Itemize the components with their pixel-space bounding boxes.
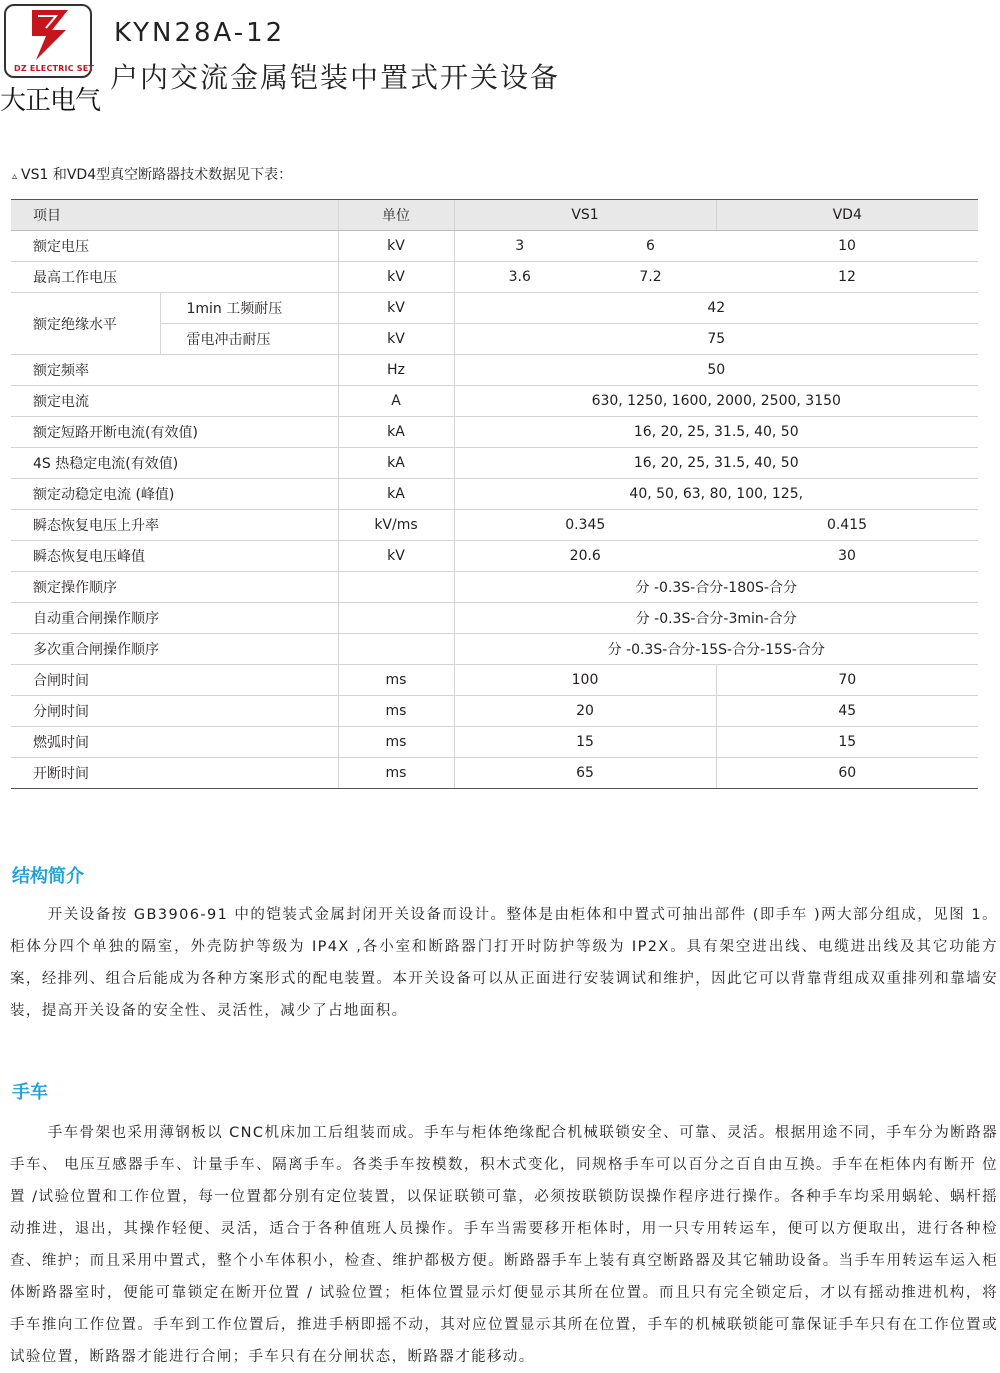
row-unit: kV/ms bbox=[338, 510, 454, 541]
section-title-truck: 手车 bbox=[12, 1082, 48, 1103]
row-subitem: 1min 工频耐压 bbox=[160, 293, 338, 324]
section-body-truck bbox=[10, 1117, 998, 1373]
table-row bbox=[11, 541, 978, 572]
row-value-vs1: 15 bbox=[454, 727, 716, 758]
paragraph: 开关设备按 GB3906-91 中的铠装式金属封闭开关设备而设计。整体是由柜体和中置式可抽出部件 (即手车 )两大部分组成，见图 1。柜体分四个单独的隔室，外壳防护等级为 IP4X ,各小室和断路器门打开时防护等级为 IP2X。具有架空进出线、电缆进出线及其它功能方案，经排列、组合后能成为各种方案形式的配电装置。本开关设备可以从正面进行安装调试和维护，因此它可以背靠背组成双重排列和靠墙安装，提高开关设备的安全性、灵活性，减少了占地面积。 bbox=[10, 907, 998, 1019]
table-row bbox=[11, 293, 978, 324]
row-value: 分 -0.3S-合分-3min-合分 bbox=[454, 603, 978, 634]
row-value: 42 bbox=[454, 293, 978, 324]
product-model: KYN28A-12 bbox=[114, 18, 286, 48]
row-value: 50 bbox=[454, 355, 978, 386]
table-row bbox=[11, 448, 978, 479]
table-row bbox=[11, 665, 978, 696]
row-unit bbox=[338, 603, 454, 634]
row-unit: kV bbox=[338, 262, 454, 293]
row-unit: kA bbox=[338, 417, 454, 448]
row-unit: ms bbox=[338, 696, 454, 727]
row-unit: kV bbox=[338, 324, 454, 355]
row-item: 多次重合闸操作顺序 bbox=[11, 634, 338, 665]
table-intro-text: VS1 和VD4型真空断路器技术数据见下表： bbox=[21, 167, 293, 183]
section-body-structure bbox=[10, 899, 998, 1027]
row-unit bbox=[338, 634, 454, 665]
table-row bbox=[11, 355, 978, 386]
row-item: 分闸时间 bbox=[11, 696, 338, 727]
row-item: 额定动稳定电流 (峰值) bbox=[11, 479, 338, 510]
row-value: 16, 20, 25, 31.5, 40, 50 bbox=[454, 417, 978, 448]
row-unit bbox=[338, 572, 454, 603]
row-value-vd4: 30 bbox=[716, 541, 978, 572]
row-value-vs1: 100 bbox=[454, 665, 716, 696]
row-unit: kV bbox=[338, 293, 454, 324]
row-value-vd4: 70 bbox=[716, 665, 978, 696]
row-item: 瞬态恢复电压上升率 bbox=[11, 510, 338, 541]
section-title-structure: 结构简介 bbox=[12, 866, 84, 887]
table-row bbox=[11, 758, 978, 789]
row-value-vs1: 20.6 bbox=[454, 541, 716, 572]
row-value-10: 10 bbox=[716, 231, 978, 262]
header-vd4: VD4 bbox=[716, 200, 978, 231]
table-row bbox=[11, 262, 978, 293]
row-unit: kA bbox=[338, 448, 454, 479]
header-item: 项目 bbox=[11, 200, 338, 231]
row-value-vd4: 0.415 bbox=[716, 510, 978, 541]
row-value: 分 -0.3S-合分-180S-合分 bbox=[454, 572, 978, 603]
page-title: 户内交流金属铠装中置式开关设备 bbox=[110, 61, 561, 94]
row-value-vd4: 15 bbox=[716, 727, 978, 758]
row-value-3: 3 bbox=[454, 231, 585, 262]
table-intro bbox=[12, 164, 292, 184]
row-unit: kV bbox=[338, 231, 454, 262]
row-value: 40, 50, 63, 80, 100, 125, bbox=[454, 479, 978, 510]
row-item: 额定短路开断电流(有效值) bbox=[11, 417, 338, 448]
row-item: 额定电压 bbox=[11, 231, 338, 262]
row-item: 额定绝缘水平 bbox=[11, 293, 160, 355]
table-row bbox=[11, 696, 978, 727]
row-unit: Hz bbox=[338, 355, 454, 386]
row-value-vs1: 0.345 bbox=[454, 510, 716, 541]
row-item: 合闸时间 bbox=[11, 665, 338, 696]
row-item: 额定频率 bbox=[11, 355, 338, 386]
table-row bbox=[11, 603, 978, 634]
lightning-logo-icon bbox=[26, 8, 72, 62]
row-subitem: 雷电冲击耐压 bbox=[160, 324, 338, 355]
row-item: 最高工作电压 bbox=[11, 262, 338, 293]
table-row bbox=[11, 634, 978, 665]
row-unit: A bbox=[338, 386, 454, 417]
table-row bbox=[11, 417, 978, 448]
row-item: 自动重合闸操作顺序 bbox=[11, 603, 338, 634]
row-item: 瞬态恢复电压峰值 bbox=[11, 541, 338, 572]
row-item: 开断时间 bbox=[11, 758, 338, 789]
row-value-3-6: 3.6 bbox=[454, 262, 585, 293]
row-item: 4S 热稳定电流(有效值) bbox=[11, 448, 338, 479]
row-value: 75 bbox=[454, 324, 978, 355]
row-value-vd4: 45 bbox=[716, 696, 978, 727]
row-value-vd4: 60 bbox=[716, 758, 978, 789]
header-vs1: VS1 bbox=[454, 200, 716, 231]
logo-text: DZ ELECTRIC SET bbox=[14, 64, 95, 73]
table-row bbox=[11, 231, 978, 262]
row-value-vs1: 20 bbox=[454, 696, 716, 727]
row-value: 分 -0.3S-合分-15S-合分-15S-合分 bbox=[454, 634, 978, 665]
table-header-row bbox=[11, 200, 978, 231]
paragraph: 手车骨架也采用薄钢板以 CNC机床加工后组装而成。手车与柜体绝缘配合机械联锁安全、可靠、灵活。根据用途不同，手车分为断路器手车、 电压互感器手车、计量手车、隔离手车。各类手车按模数，积木式变化，同规格手车可以百分之百自由互换。手车在柜体内有断开 位置 /试验位置和工作位置，每一位置都分别有定位装置，以保证联锁可靠，必须按联锁防误操作程序进行操作。各种手车均采用蜗轮、蜗杆摇动推进，退出，其操作轻便、灵活，适合于各种值班人员操作。手车当需要移开柜体时，用一只专用转运车，便可以方便取出，进行各种检查、维护；而且采用中置式，整个小车体积小，检查、维护都极方便。断路器手车上装有真空断路器及其它辅助设备。当手车用转运车运入柜体断路器室时，便能可靠锁定在断开位置 / 试验位置；柜体位置显示灯便显示其所在位置。而且只有完全锁定后，才以有摇动推进机构，将手车推向工作位置。手车到工作位置后，推进手柄即摇不动，其对应位置显示其所在位置，手车的机械联锁能可靠保证手车只有在工作位置或试验位置，断路器才能进行合闸；手车只有在分闸状态，断路器才能移动。 bbox=[10, 1125, 998, 1365]
triangle-icon: ▵ bbox=[12, 171, 18, 182]
table-row bbox=[11, 572, 978, 603]
row-unit: kV bbox=[338, 541, 454, 572]
row-value: 630, 1250, 1600, 2000, 2500, 3150 bbox=[454, 386, 978, 417]
brand-name: 大正电气 bbox=[0, 86, 101, 116]
company-logo bbox=[4, 4, 95, 78]
row-value-6: 6 bbox=[585, 231, 716, 262]
row-value-12: 12 bbox=[716, 262, 978, 293]
table-row bbox=[11, 386, 978, 417]
row-unit: ms bbox=[338, 727, 454, 758]
row-value-7-2: 7.2 bbox=[585, 262, 716, 293]
row-value: 16, 20, 25, 31.5, 40, 50 bbox=[454, 448, 978, 479]
table-row bbox=[11, 510, 978, 541]
row-item: 额定电流 bbox=[11, 386, 338, 417]
header-unit: 单位 bbox=[338, 200, 454, 231]
table-row bbox=[11, 479, 978, 510]
row-unit: kA bbox=[338, 479, 454, 510]
row-unit: ms bbox=[338, 665, 454, 696]
spec-table bbox=[11, 199, 978, 789]
row-item: 额定操作顺序 bbox=[11, 572, 338, 603]
row-unit: ms bbox=[338, 758, 454, 789]
table-row bbox=[11, 727, 978, 758]
row-value-vs1: 65 bbox=[454, 758, 716, 789]
row-item: 燃弧时间 bbox=[11, 727, 338, 758]
